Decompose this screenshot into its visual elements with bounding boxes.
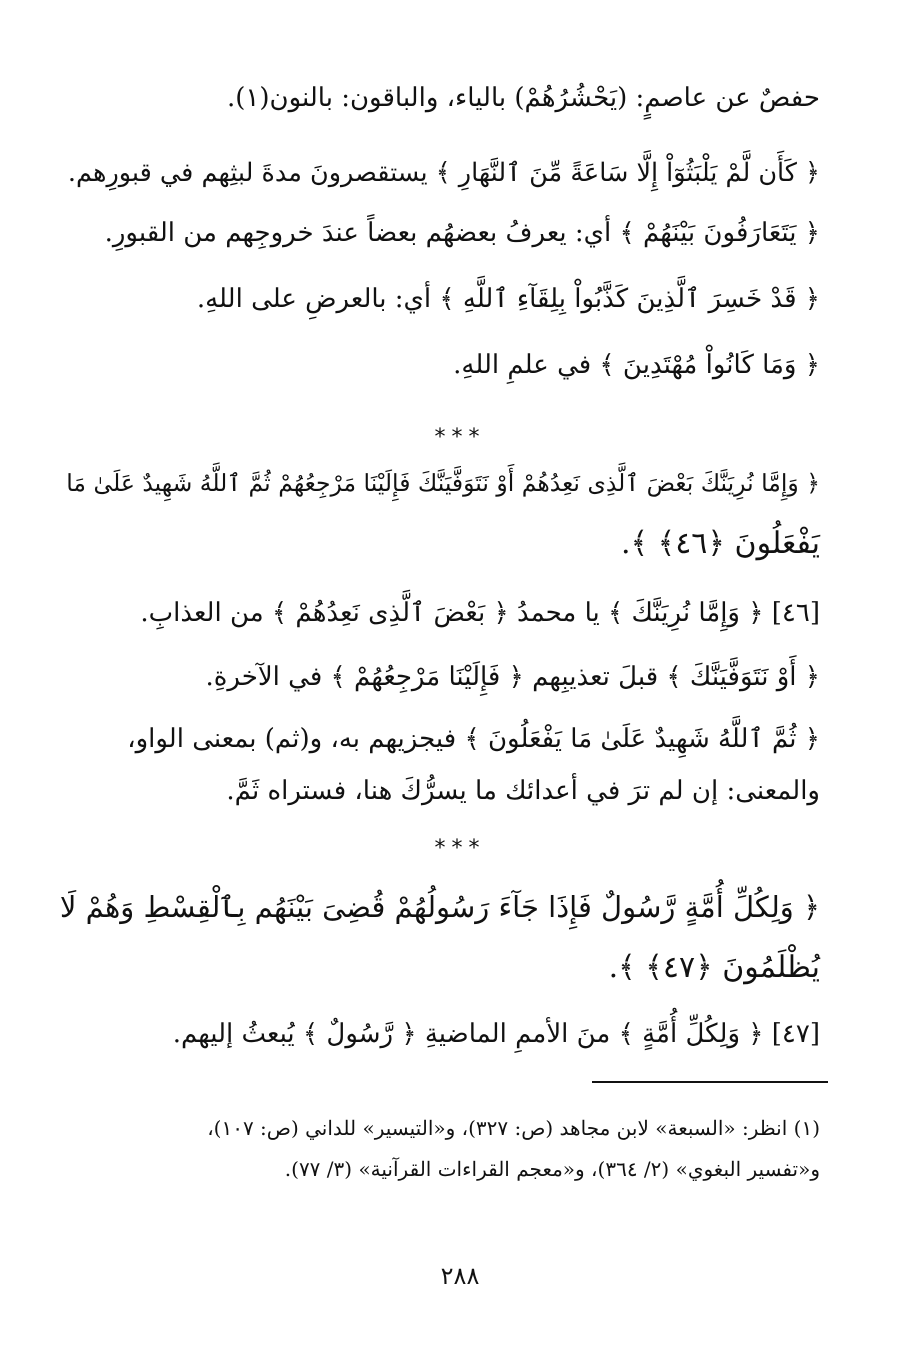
page-number: ٢٨٨: [440, 1262, 480, 1290]
section-separator-1: ***: [434, 425, 486, 450]
text-line-5: ﴿ وَمَا كَانُواْ مُهْتَدِينَ ﴾ في علمِ اللهِ.: [453, 350, 820, 380]
footnote-rule: [592, 1081, 828, 1083]
footnote-line-1: (١) انظر: «السبعة» لابن مجاهد (ص: ٣٢٧)، و«التيسير» للداني (ص: ١٠٧)،: [207, 1116, 820, 1140]
section-separator-2: ***: [434, 836, 486, 861]
commentary-47-line-1: [٤٧] ﴿ وَلِكُلِّ أُمَّةٍ ﴾ منَ الأممِ الماضيةِ ﴿ رَّسُولٌ ﴾ يُبعثُ إليهم.: [172, 1019, 820, 1049]
commentary-46-line-4: والمعنى: إن لم ترَ في أعدائك ما يسرُّكَ هنا، فستراه ثَمَّ.: [226, 776, 820, 806]
text-line-1: حفصٌ عن عاصمٍ: (يَحْشُرُهُمْ) بالياء، والباقون: بالنون(١).: [226, 83, 820, 113]
text-line-4: ﴿ قَدْ خَسِرَ ٱلَّذِينَ كَذَّبُواْ بِلِقَآءِ ٱللَّهِ ﴾ أي: بالعرضِ على اللهِ.: [196, 284, 820, 314]
text-line-2: ﴿ كَأَن لَّمْ يَلْبَثُوٓاْ إِلَّا سَاعَةً مِّنَ ٱلنَّهَارِ ﴾ يستقصرونَ مدةَ لبثِهم في قبورِهم.: [67, 158, 820, 188]
footnote-line-2: و«تفسير البغوي» (٢/ ٣٦٤)، و«معجم القراءات القرآنية» (٣/ ٧٧).: [284, 1157, 820, 1181]
verse-46-line-1: ﴿ وَإِمَّا نُرِيَنَّكَ بَعْضَ ٱلَّذِى نَعِدُهُمْ أَوْ نَتَوَفَّيَنَّكَ فَإِلَيْنَا مَرْجِعُهُمْ ثُمَّ ٱللَّهُ شَهِيدٌ عَلَىٰ مَا: [66, 469, 820, 497]
verse-46-line-2: يَفْعَلُونَ ﴿٤٦﴾ ﴾.: [620, 526, 820, 561]
commentary-46-line-3: ﴿ ثُمَّ ٱللَّهُ شَهِيدٌ عَلَىٰ مَا يَفْعَلُونَ ﴾ فيجزيهم به، و(ثم) بمعنى الواو،: [127, 724, 820, 754]
text-line-3: ﴿ يَتَعَارَفُونَ بَيْنَهُمْ ﴾ أي: يعرفُ بعضهُم بعضاً عندَ خروجِهم من القبورِ.: [104, 218, 820, 248]
commentary-46-line-2: ﴿ أَوْ نَتَوَفَّيَنَّكَ ﴾ قبلَ تعذيبِهم ﴿ فَإِلَيْنَا مَرْجِعُهُمْ ﴾ في الآخرةِ.: [205, 662, 820, 692]
commentary-46-line-1: [٤٦] ﴿ وَإِمَّا نُرِيَنَّكَ ﴾ يا محمدُ ﴿ بَعْضَ ٱلَّذِى نَعِدُهُمْ ﴾ من العذابِ.: [140, 598, 820, 628]
verse-47-line-2: يُظْلَمُونَ ﴿٤٧﴾ ﴾.: [608, 950, 820, 985]
verse-47-line-1: ﴿ وَلِكُلِّ أُمَّةٍ رَّسُولٌ فَإِذَا جَآءَ رَسُولُهُمْ قُضِىَ بَيْنَهُم بِٱلْقِسْطِ وَهُمْ لَا: [59, 890, 820, 924]
